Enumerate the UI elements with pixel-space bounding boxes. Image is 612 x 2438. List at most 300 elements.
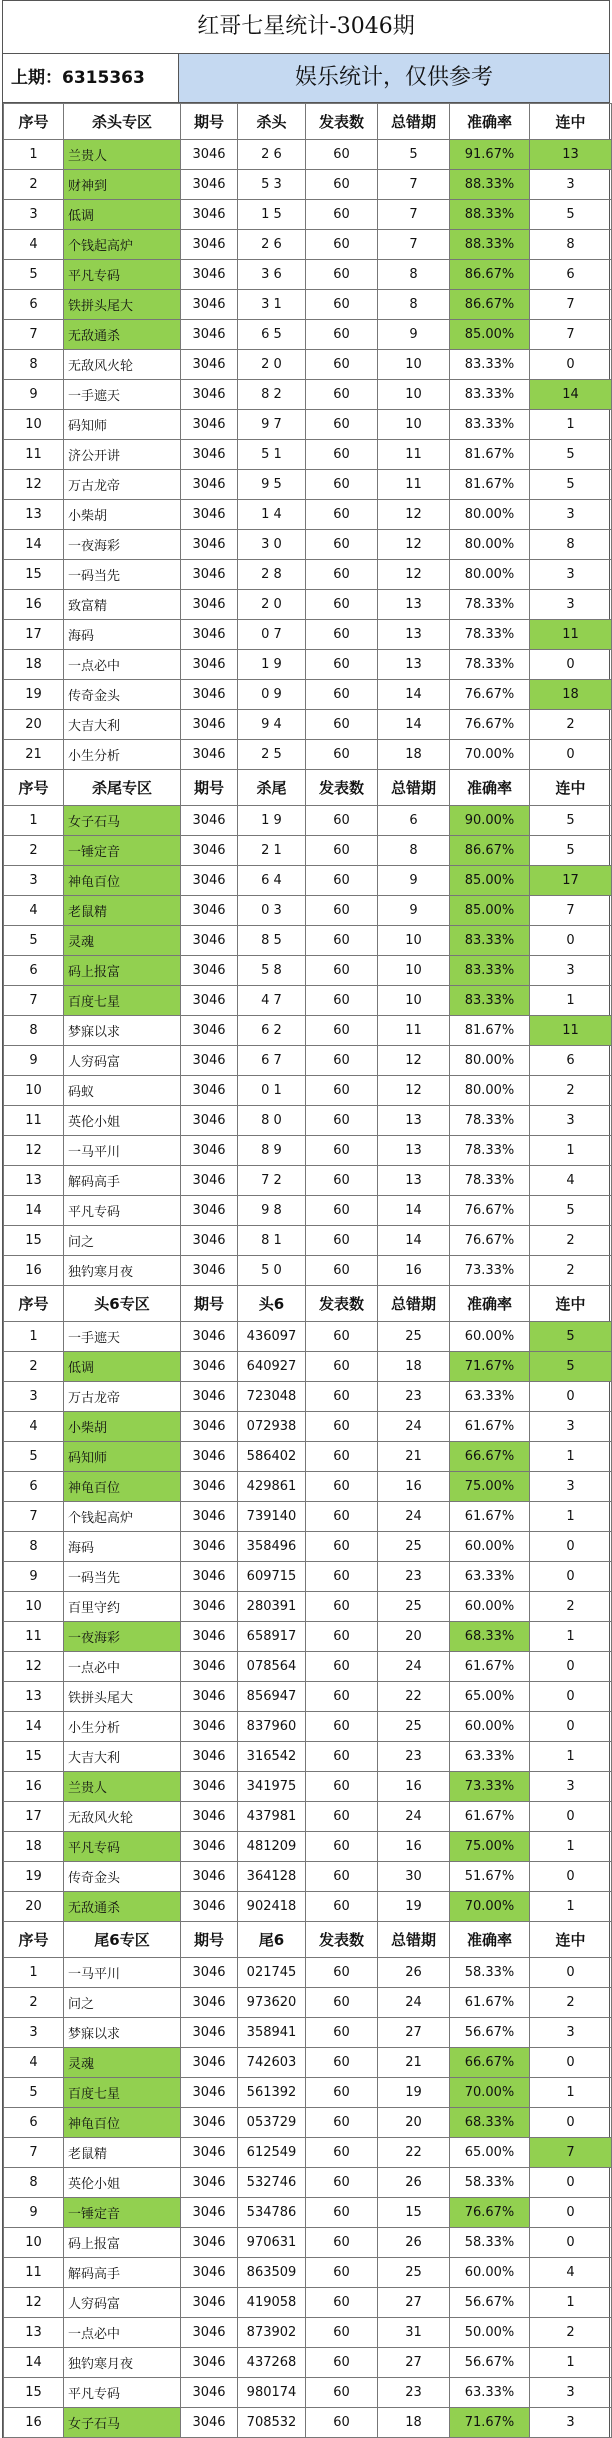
accuracy-rate-cell: 60.00% [450, 1532, 530, 1562]
error-count-cell: 12 [378, 500, 450, 530]
row-number-cell: 20 [4, 1892, 64, 1922]
row-number-cell: 16 [4, 2408, 64, 2438]
accuracy-rate-cell: 88.33% [450, 170, 530, 200]
prediction-cell: 739140 [238, 1502, 306, 1532]
prediction-cell: 873902 [238, 2318, 306, 2348]
accuracy-rate-cell: 61.67% [450, 1802, 530, 1832]
prediction-cell: 2 6 [238, 230, 306, 260]
expert-name-cell: 一马平川 [64, 1136, 181, 1166]
row-number-cell: 3 [4, 2018, 64, 2048]
published-count-cell: 60 [306, 866, 378, 896]
period-cell: 3046 [181, 680, 238, 710]
error-count-cell: 10 [378, 410, 450, 440]
period-cell: 3046 [181, 380, 238, 410]
prediction-cell: 658917 [238, 1622, 306, 1652]
accuracy-rate-cell: 80.00% [450, 500, 530, 530]
published-count-cell: 60 [306, 1472, 378, 1502]
expert-name-cell: 铁拼头尾大 [64, 290, 181, 320]
error-count-cell: 25 [378, 1712, 450, 1742]
prediction-cell: 8 2 [238, 380, 306, 410]
table-row [4, 1106, 612, 1136]
error-count-cell: 30 [378, 1862, 450, 1892]
prediction-cell: 837960 [238, 1712, 306, 1742]
expert-name-cell: 传奇金头 [64, 680, 181, 710]
accuracy-rate-cell: 76.67% [450, 2198, 530, 2228]
table-row [4, 1772, 612, 1802]
prediction-cell: 3 0 [238, 530, 306, 560]
period-cell: 3046 [181, 1988, 238, 2018]
prediction-cell: 5 8 [238, 956, 306, 986]
published-count-cell: 60 [306, 2048, 378, 2078]
row-number-cell: 5 [4, 2078, 64, 2108]
row-number-cell: 14 [4, 1712, 64, 1742]
win-streak-cell: 11 [530, 1016, 612, 1046]
accuracy-rate-cell: 60.00% [450, 2258, 530, 2288]
table-row [4, 1442, 612, 1472]
prediction-cell: 021745 [238, 1958, 306, 1988]
error-count-cell: 9 [378, 320, 450, 350]
accuracy-rate-cell: 76.67% [450, 1226, 530, 1256]
expert-name-cell: 码上报富 [64, 956, 181, 986]
accuracy-rate-cell: 76.67% [450, 710, 530, 740]
error-count-cell: 5 [378, 140, 450, 170]
published-count-cell: 60 [306, 1256, 378, 1286]
win-streak-cell: 3 [530, 1412, 612, 1442]
column-header: 尾6专区 [64, 1922, 181, 1958]
row-number-cell: 15 [4, 560, 64, 590]
period-cell: 3046 [181, 1562, 238, 1592]
period-cell: 3046 [181, 2408, 238, 2438]
period-cell: 3046 [181, 2198, 238, 2228]
column-header: 连中 [530, 1922, 612, 1958]
expert-name-cell: 一手遮天 [64, 1322, 181, 1352]
published-count-cell: 60 [306, 1016, 378, 1046]
accuracy-rate-cell: 86.67% [450, 260, 530, 290]
error-count-cell: 10 [378, 926, 450, 956]
row-number-cell: 21 [4, 740, 64, 770]
table-row [4, 1832, 612, 1862]
table-row [4, 926, 612, 956]
expert-name-cell: 铁拼头尾大 [64, 1682, 181, 1712]
column-header: 杀尾 [238, 770, 306, 806]
prediction-cell: 742603 [238, 2048, 306, 2078]
error-count-cell: 10 [378, 956, 450, 986]
table-row [4, 1166, 612, 1196]
published-count-cell: 60 [306, 1622, 378, 1652]
accuracy-rate-cell: 71.67% [450, 1352, 530, 1382]
accuracy-rate-cell: 81.67% [450, 470, 530, 500]
table-row [4, 1382, 612, 1412]
published-count-cell: 60 [306, 1772, 378, 1802]
published-count-cell: 60 [306, 2078, 378, 2108]
prediction-cell: 8 0 [238, 1106, 306, 1136]
column-header: 发表数 [306, 1286, 378, 1322]
row-number-cell: 2 [4, 1988, 64, 2018]
table-row [4, 140, 612, 170]
error-count-cell: 12 [378, 560, 450, 590]
win-streak-cell: 5 [530, 836, 612, 866]
period-cell: 3046 [181, 410, 238, 440]
table-row [4, 2018, 612, 2048]
expert-name-cell: 老鼠精 [64, 896, 181, 926]
error-count-cell: 9 [378, 866, 450, 896]
table-row [4, 1712, 612, 1742]
expert-name-cell: 大吉大利 [64, 1742, 181, 1772]
published-count-cell: 60 [306, 740, 378, 770]
expert-name-cell: 低调 [64, 200, 181, 230]
column-header: 头6专区 [64, 1286, 181, 1322]
prediction-cell: 2 8 [238, 560, 306, 590]
win-streak-cell: 1 [530, 1622, 612, 1652]
period-cell: 3046 [181, 956, 238, 986]
table-row [4, 2258, 612, 2288]
accuracy-rate-cell: 75.00% [450, 1832, 530, 1862]
accuracy-rate-cell: 63.33% [450, 1382, 530, 1412]
win-streak-cell: 5 [530, 200, 612, 230]
row-number-cell: 13 [4, 2318, 64, 2348]
prediction-cell: 708532 [238, 2408, 306, 2438]
row-number-cell: 16 [4, 1772, 64, 1802]
expert-name-cell: 神龟百位 [64, 1472, 181, 1502]
column-header: 杀尾专区 [64, 770, 181, 806]
expert-name-cell: 济公开讲 [64, 440, 181, 470]
column-header: 准确率 [450, 1286, 530, 1322]
table-row [4, 1802, 612, 1832]
table-row [4, 2198, 612, 2228]
column-header: 头6 [238, 1286, 306, 1322]
prediction-cell: 9 8 [238, 1196, 306, 1226]
published-count-cell: 60 [306, 1412, 378, 1442]
prediction-cell: 341975 [238, 1772, 306, 1802]
table-row [4, 2318, 612, 2348]
row-number-cell: 10 [4, 1076, 64, 1106]
accuracy-rate-cell: 88.33% [450, 200, 530, 230]
accuracy-rate-cell: 83.33% [450, 926, 530, 956]
prediction-cell: 6 4 [238, 866, 306, 896]
table-row [4, 1196, 612, 1226]
row-number-cell: 6 [4, 290, 64, 320]
period-cell: 3046 [181, 2018, 238, 2048]
published-count-cell: 60 [306, 650, 378, 680]
published-count-cell: 60 [306, 1562, 378, 1592]
accuracy-rate-cell: 85.00% [450, 866, 530, 896]
accuracy-rate-cell: 58.33% [450, 2168, 530, 2198]
expert-name-cell: 小柴胡 [64, 500, 181, 530]
expert-name-cell: 平凡专码 [64, 1196, 181, 1226]
error-count-cell: 26 [378, 2228, 450, 2258]
error-count-cell: 13 [378, 1136, 450, 1166]
period-cell: 3046 [181, 620, 238, 650]
expert-name-cell: 问之 [64, 1988, 181, 2018]
table-row [4, 1502, 612, 1532]
win-streak-cell: 18 [530, 680, 612, 710]
win-streak-cell: 0 [530, 926, 612, 956]
prediction-cell: 561392 [238, 2078, 306, 2108]
accuracy-rate-cell: 58.33% [450, 1958, 530, 1988]
period-cell: 3046 [181, 1046, 238, 1076]
published-count-cell: 60 [306, 380, 378, 410]
accuracy-rate-cell: 70.00% [450, 740, 530, 770]
error-count-cell: 22 [378, 1682, 450, 1712]
expert-name-cell: 平凡专码 [64, 1832, 181, 1862]
expert-name-cell: 灵魂 [64, 2048, 181, 2078]
published-count-cell: 60 [306, 560, 378, 590]
accuracy-rate-cell: 83.33% [450, 956, 530, 986]
section-header [4, 770, 612, 806]
row-number-cell: 4 [4, 896, 64, 926]
accuracy-rate-cell: 80.00% [450, 1076, 530, 1106]
published-count-cell: 60 [306, 200, 378, 230]
column-header: 期号 [181, 1922, 238, 1958]
row-number-cell: 10 [4, 1592, 64, 1622]
win-streak-cell: 0 [530, 2048, 612, 2078]
published-count-cell: 60 [306, 470, 378, 500]
expert-name-cell: 码上报富 [64, 2228, 181, 2258]
error-count-cell: 12 [378, 1046, 450, 1076]
table-row [4, 1412, 612, 1442]
period-cell: 3046 [181, 896, 238, 926]
published-count-cell: 60 [306, 1892, 378, 1922]
published-count-cell: 60 [306, 956, 378, 986]
table-row [4, 2288, 612, 2318]
row-number-cell: 18 [4, 1832, 64, 1862]
win-streak-cell: 1 [530, 1442, 612, 1472]
accuracy-rate-cell: 71.67% [450, 2408, 530, 2438]
expert-name-cell: 神龟百位 [64, 866, 181, 896]
table-row [4, 500, 612, 530]
expert-name-cell: 解码高手 [64, 1166, 181, 1196]
period-cell: 3046 [181, 320, 238, 350]
prediction-cell: 612549 [238, 2138, 306, 2168]
period-cell: 3046 [181, 1442, 238, 1472]
published-count-cell: 60 [306, 2198, 378, 2228]
win-streak-cell: 17 [530, 866, 612, 896]
published-count-cell: 60 [306, 1958, 378, 1988]
win-streak-cell: 0 [530, 350, 612, 380]
published-count-cell: 60 [306, 1106, 378, 1136]
prediction-cell: 5 3 [238, 170, 306, 200]
period-cell: 3046 [181, 650, 238, 680]
column-header: 期号 [181, 104, 238, 140]
period-cell: 3046 [181, 1958, 238, 1988]
error-count-cell: 9 [378, 896, 450, 926]
table-row [4, 1652, 612, 1682]
accuracy-rate-cell: 76.67% [450, 680, 530, 710]
error-count-cell: 11 [378, 470, 450, 500]
expert-name-cell: 无敌通杀 [64, 1892, 181, 1922]
error-count-cell: 27 [378, 2288, 450, 2318]
table-row [4, 470, 612, 500]
row-number-cell: 15 [4, 2378, 64, 2408]
error-count-cell: 23 [378, 2378, 450, 2408]
table-row [4, 320, 612, 350]
accuracy-rate-cell: 76.67% [450, 1196, 530, 1226]
prediction-cell: 7 2 [238, 1166, 306, 1196]
period-cell: 3046 [181, 1832, 238, 1862]
accuracy-rate-cell: 63.33% [450, 1742, 530, 1772]
error-count-cell: 27 [378, 2348, 450, 2378]
period-cell: 3046 [181, 710, 238, 740]
error-count-cell: 24 [378, 1412, 450, 1442]
win-streak-cell: 2 [530, 2318, 612, 2348]
win-streak-cell: 3 [530, 500, 612, 530]
error-count-cell: 13 [378, 1166, 450, 1196]
period-cell: 3046 [181, 140, 238, 170]
period-cell: 3046 [181, 2108, 238, 2138]
period-cell: 3046 [181, 1136, 238, 1166]
row-number-cell: 1 [4, 1322, 64, 1352]
table-row [4, 590, 612, 620]
error-count-cell: 19 [378, 1892, 450, 1922]
row-number-cell: 11 [4, 1106, 64, 1136]
row-number-cell: 7 [4, 1502, 64, 1532]
row-number-cell: 14 [4, 1196, 64, 1226]
period-cell: 3046 [181, 260, 238, 290]
published-count-cell: 60 [306, 1196, 378, 1226]
column-header: 尾6 [238, 1922, 306, 1958]
row-number-cell: 12 [4, 470, 64, 500]
published-count-cell: 60 [306, 2348, 378, 2378]
table-row [4, 1622, 612, 1652]
win-streak-cell: 0 [530, 2228, 612, 2258]
error-count-cell: 14 [378, 710, 450, 740]
previous-result-bar [3, 54, 609, 103]
column-header: 杀头 [238, 104, 306, 140]
win-streak-cell: 0 [530, 650, 612, 680]
win-streak-cell: 0 [530, 1682, 612, 1712]
row-number-cell: 17 [4, 1802, 64, 1832]
table-row [4, 1958, 612, 1988]
prediction-cell: 436097 [238, 1322, 306, 1352]
table-row [4, 1046, 612, 1076]
row-number-cell: 7 [4, 2138, 64, 2168]
row-number-cell: 11 [4, 440, 64, 470]
period-cell: 3046 [181, 1472, 238, 1502]
table-row [4, 1322, 612, 1352]
row-number-cell: 4 [4, 1412, 64, 1442]
row-number-cell: 2 [4, 1352, 64, 1382]
published-count-cell: 60 [306, 1712, 378, 1742]
row-number-cell: 4 [4, 2048, 64, 2078]
prediction-cell: 586402 [238, 1442, 306, 1472]
win-streak-cell: 1 [530, 2078, 612, 2108]
prediction-cell: 0 1 [238, 1076, 306, 1106]
period-cell: 3046 [181, 1682, 238, 1712]
accuracy-rate-cell: 83.33% [450, 410, 530, 440]
table-row [4, 2108, 612, 2138]
accuracy-rate-cell: 70.00% [450, 1892, 530, 1922]
period-cell: 3046 [181, 1652, 238, 1682]
win-streak-cell: 0 [530, 1862, 612, 1892]
win-streak-cell: 1 [530, 986, 612, 1016]
row-number-cell: 19 [4, 1862, 64, 1892]
row-number-cell: 14 [4, 2348, 64, 2378]
published-count-cell: 60 [306, 140, 378, 170]
error-count-cell: 25 [378, 1592, 450, 1622]
stats-sheet [2, 0, 610, 2438]
table-row [4, 956, 612, 986]
previous-result-label: 上期： [11, 68, 62, 88]
published-count-cell: 60 [306, 410, 378, 440]
win-streak-cell: 3 [530, 2378, 612, 2408]
win-streak-cell: 6 [530, 1046, 612, 1076]
table-row [4, 260, 612, 290]
win-streak-cell: 0 [530, 2168, 612, 2198]
published-count-cell: 60 [306, 170, 378, 200]
accuracy-rate-cell: 78.33% [450, 590, 530, 620]
win-streak-cell: 1 [530, 1136, 612, 1166]
expert-name-cell: 问之 [64, 1226, 181, 1256]
error-count-cell: 13 [378, 650, 450, 680]
accuracy-rate-cell: 65.00% [450, 2138, 530, 2168]
row-number-cell: 1 [4, 1958, 64, 1988]
error-count-cell: 18 [378, 2408, 450, 2438]
row-number-cell: 8 [4, 1016, 64, 1046]
table-row [4, 380, 612, 410]
row-number-cell: 5 [4, 1442, 64, 1472]
win-streak-cell: 0 [530, 1532, 612, 1562]
prediction-cell: 358941 [238, 2018, 306, 2048]
accuracy-rate-cell: 85.00% [450, 320, 530, 350]
published-count-cell: 60 [306, 260, 378, 290]
published-count-cell: 60 [306, 1352, 378, 1382]
prediction-cell: 980174 [238, 2378, 306, 2408]
published-count-cell: 60 [306, 2318, 378, 2348]
row-number-cell: 18 [4, 650, 64, 680]
accuracy-rate-cell: 63.33% [450, 1562, 530, 1592]
expert-name-cell: 码蚁 [64, 1076, 181, 1106]
prediction-cell: 3 1 [238, 290, 306, 320]
column-header: 总错期 [378, 1922, 450, 1958]
table-row [4, 2138, 612, 2168]
expert-name-cell: 万古龙帝 [64, 1382, 181, 1412]
prediction-cell: 0 7 [238, 620, 306, 650]
table-row [4, 740, 612, 770]
row-number-cell: 2 [4, 170, 64, 200]
period-cell: 3046 [181, 1106, 238, 1136]
prediction-cell: 640927 [238, 1352, 306, 1382]
table-row [4, 440, 612, 470]
expert-name-cell: 无敌风火轮 [64, 350, 181, 380]
period-cell: 3046 [181, 806, 238, 836]
expert-name-cell: 小生分析 [64, 740, 181, 770]
error-count-cell: 11 [378, 440, 450, 470]
period-cell: 3046 [181, 530, 238, 560]
period-cell: 3046 [181, 986, 238, 1016]
published-count-cell: 60 [306, 2018, 378, 2048]
period-cell: 3046 [181, 2138, 238, 2168]
prediction-cell: 437981 [238, 1802, 306, 1832]
prediction-cell: 1 9 [238, 806, 306, 836]
published-count-cell: 60 [306, 986, 378, 1016]
period-cell: 3046 [181, 926, 238, 956]
row-number-cell: 9 [4, 2198, 64, 2228]
accuracy-rate-cell: 70.00% [450, 2078, 530, 2108]
table-row [4, 1742, 612, 1772]
table-row [4, 806, 612, 836]
prediction-cell: 2 0 [238, 350, 306, 380]
period-cell: 3046 [181, 1166, 238, 1196]
accuracy-rate-cell: 50.00% [450, 2318, 530, 2348]
row-number-cell: 12 [4, 1136, 64, 1166]
win-streak-cell: 5 [530, 1196, 612, 1226]
row-number-cell: 7 [4, 986, 64, 1016]
prediction-cell: 437268 [238, 2348, 306, 2378]
expert-name-cell: 海码 [64, 1532, 181, 1562]
period-cell: 3046 [181, 560, 238, 590]
accuracy-rate-cell: 68.33% [450, 2108, 530, 2138]
win-streak-cell: 0 [530, 1958, 612, 1988]
